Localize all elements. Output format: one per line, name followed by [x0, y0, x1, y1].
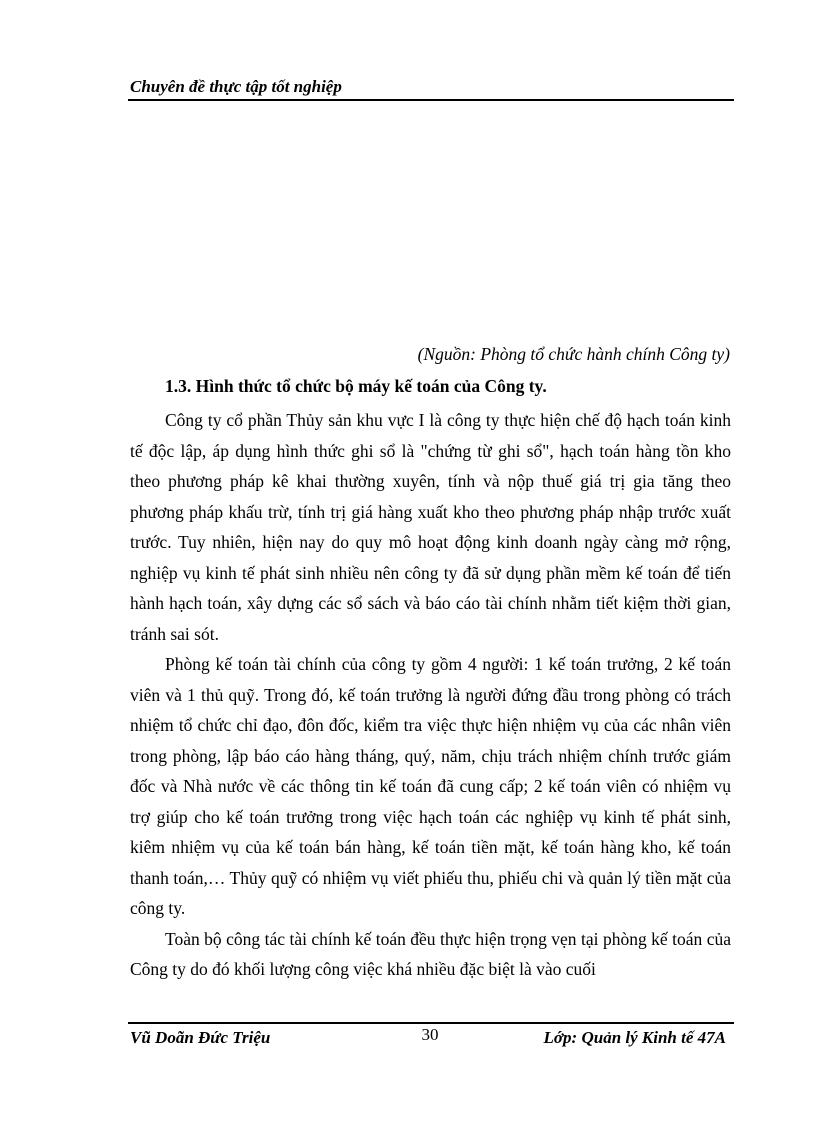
- paragraph-1: Công ty cổ phần Thủy sản khu vực I là công ty thực hiện chế độ hạch toán kinh tế độc lập, áp dụng hình thức ghi sổ là "chứng từ ghi sổ", hạch toán hàng tồn kho theo phương pháp kê khai thường xuyên, tính và nộp thuế giá trị gia tăng theo phương pháp khấu trừ, tính trị giá hàng xuất kho theo phương pháp nhập trước xuất trước. Tuy nhiên, hiện nay do quy mô hoạt động kinh doanh ngày càng mở rộng, nghiệp vụ kinh tế phát sinh nhiều nên công ty đã sử dụng phần mềm kế toán để tiến hành hạch toán, xây dựng các sổ sách và báo cáo tài chính nhằm tiết kiệm thời gian, tránh sai sót.: [130, 410, 731, 644]
- header-rule: [128, 99, 734, 101]
- source-note: (Nguồn: Phòng tổ chức hành chính Công ty): [417, 344, 730, 364]
- paragraph-2: Phòng kế toán tài chính của công ty gồm 4 người: 1 kế toán trưởng, 2 kế toán viên và 1 thủ quỹ. Trong đó, kế toán trưởng là người đứng đầu trong phòng có trách nhiệm tổ chức chỉ đạo, đôn đốc, kiểm tra việc thực hiện nhiệm vụ của các nhân viên trong phòng, lập báo cáo hàng tháng, quý, năm, chịu trách nhiệm chính trước giám đốc và Nhà nước về các thông tin kế toán đã cung cấp; 2 kế toán viên có nhiệm vụ trợ giúp cho kế toán trưởng trong việc hạch toán các nghiệp vụ kinh tế phát sinh, kiêm nhiệm vụ của kế toán bán hàng, kế toán tiền mặt, kế toán hàng kho, kế toán thanh toán,… Thủy quỹ có nhiệm vụ viết phiếu thu, phiếu chi và quản lý tiền mặt của công ty.: [130, 654, 731, 918]
- footer-class-label: Lớp: Quản lý Kinh tế 47A: [543, 1028, 726, 1047]
- header-title: Chuyên đề thực tập tốt nghiệp: [130, 77, 342, 96]
- footer-author: Vũ Doãn Đức Triệu: [130, 1028, 271, 1047]
- page-number: 30: [421, 1025, 439, 1044]
- body-text: [130, 405, 731, 985]
- section-heading: 1.3. Hình thức tổ chức bộ máy kế toán của Công ty.: [165, 376, 547, 396]
- paragraph-3: Toàn bộ công tác tài chính kế toán đều thực hiện trọng vẹn tại phòng kế toán của Công ty do đó khối lượng công việc khá nhiều đặc biệt là vào cuối: [130, 928, 731, 979]
